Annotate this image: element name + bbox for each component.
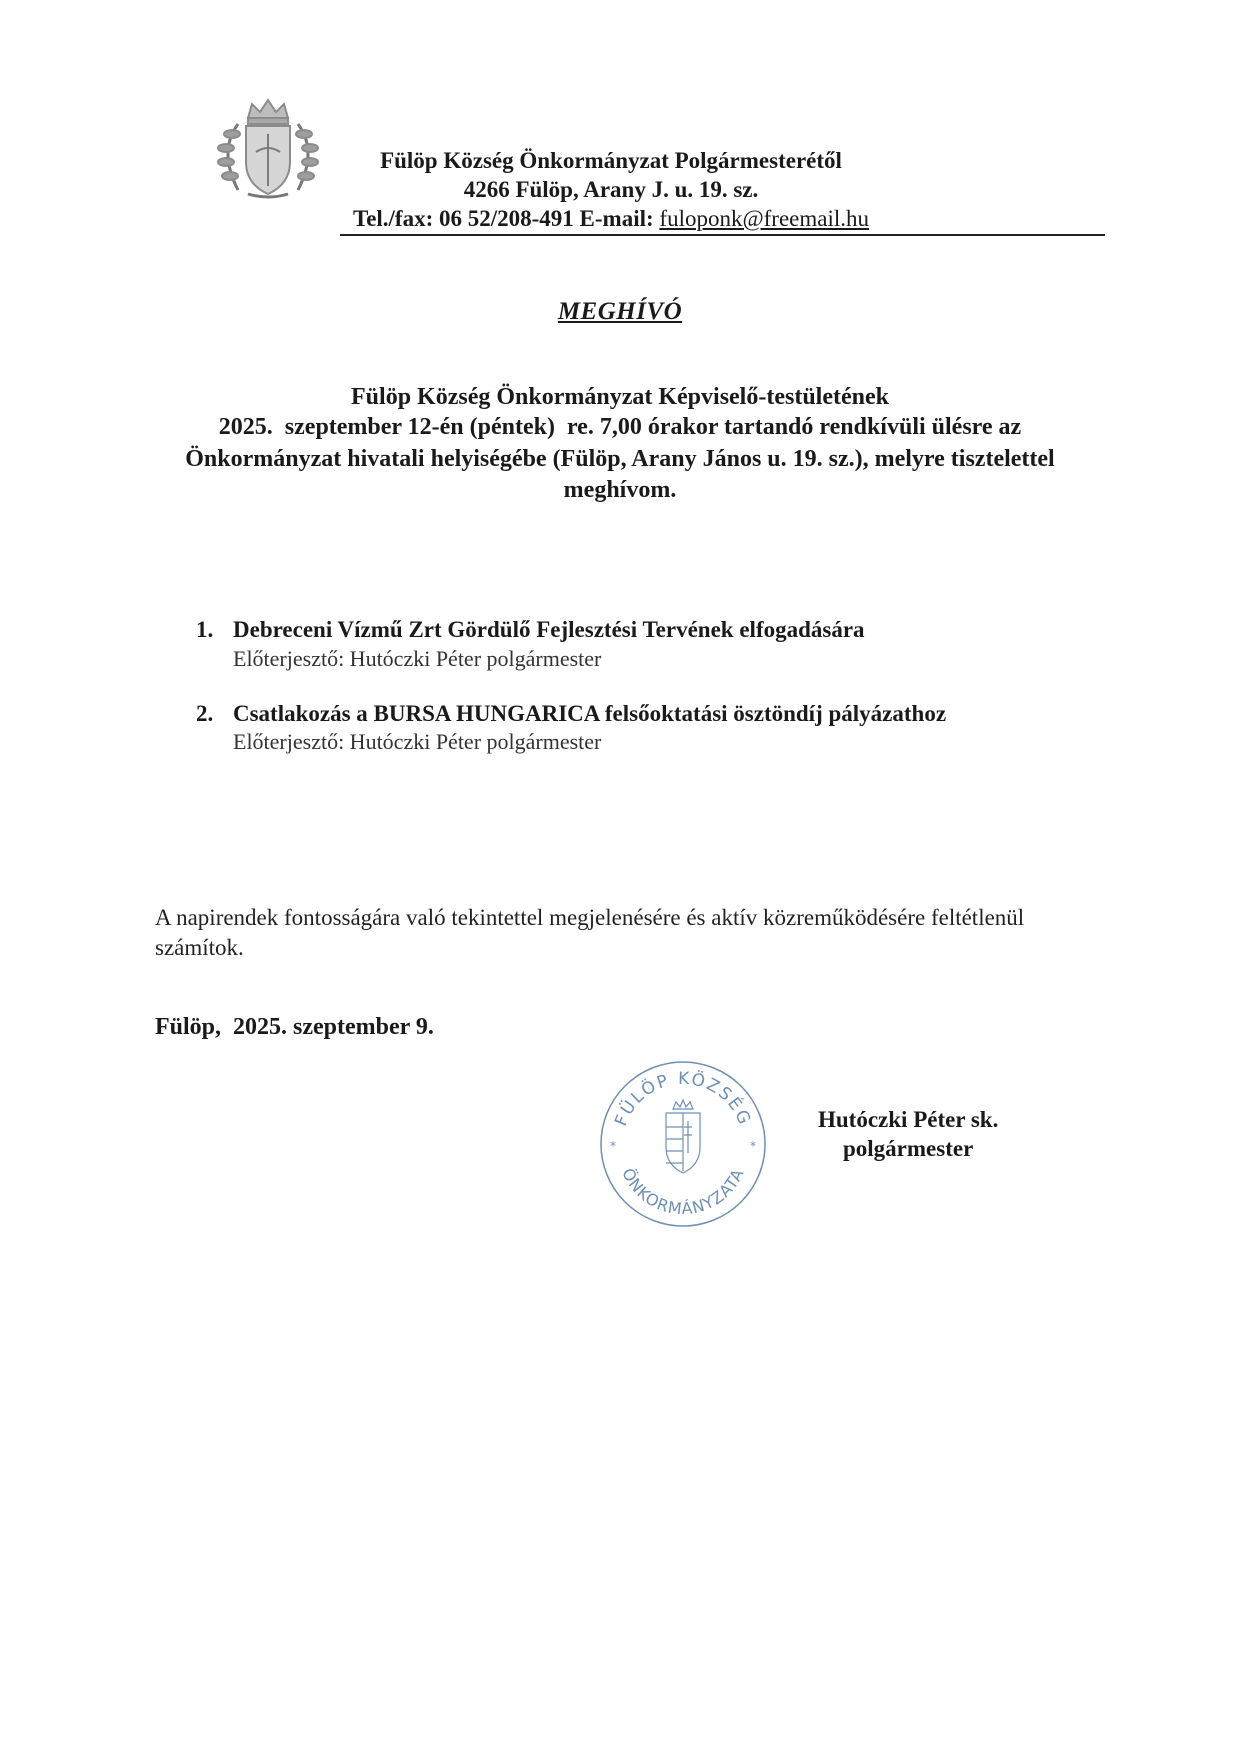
signature-role: polgármester [843, 1136, 974, 1161]
official-stamp [596, 1057, 770, 1231]
stamp-bottom-text: ÖNKORMÁNYZATA [618, 1165, 748, 1219]
svg-text:*: * [610, 1139, 616, 1153]
email-link[interactable]: fuloponk@freemail.hu [659, 206, 870, 231]
header-office-name: Fülöp Község Önkormányzat Polgármesterétől [380, 148, 842, 173]
agenda-item-1-title: Debreceni Vízmű Zrt Gördülő Fejlesztési Tervének elfogadására [233, 617, 865, 642]
intro-line-4: meghívom. [563, 477, 677, 503]
agenda-item-2-title: Csatlakozás a BURSA HUNGARICA felsőoktatási ösztöndíj pályázathoz [233, 701, 947, 726]
closing-line-1: A napirendek fontosságára való tekintettel megjelenésére és aktív közreműködésére feltétlenül [155, 905, 1025, 930]
stamp-top-text: FÜLÖP KÖZSÉG [611, 1068, 755, 1130]
intro-line-1: Fülöp Község Önkormányzat Képviselő-testületének [351, 384, 889, 410]
agenda-item-1-presenter: Előterjesztő: Hutóczki Péter polgármester [233, 646, 602, 671]
intro-line-2: 2025. szeptember 12-én (péntek) re. 7,00 órakor tartandó rendkívüli ülésre az [218, 414, 1022, 440]
header-divider [340, 234, 1105, 236]
closing-line-2: számítok. [155, 935, 244, 960]
signature-name: Hutóczki Péter sk. [818, 1107, 999, 1132]
header-contact [111, 206, 1111, 232]
header-contact-label: Tel./fax: 06 52/208-491 E-mail: [352, 206, 660, 231]
header-address: 4266 Fülöp, Arany J. u. 19. sz. [463, 177, 759, 202]
document-date: Fülöp, 2025. szeptember 9. [155, 1014, 434, 1040]
agenda-item-2-presenter: Előterjesztő: Hutóczki Péter polgármester [233, 729, 602, 754]
agenda-item-2-number: 2. [196, 701, 214, 726]
document-title: MEGHÍVÓ [557, 298, 683, 325]
agenda-item-1-number: 1. [196, 617, 214, 642]
closing-paragraph [155, 903, 1105, 963]
intro-line-3: Önkormányzat hivatali helyiségébe (Fülöp, Arany János u. 19. sz.), melyre tisztelettel [185, 446, 1055, 472]
svg-text:*: * [750, 1139, 756, 1153]
